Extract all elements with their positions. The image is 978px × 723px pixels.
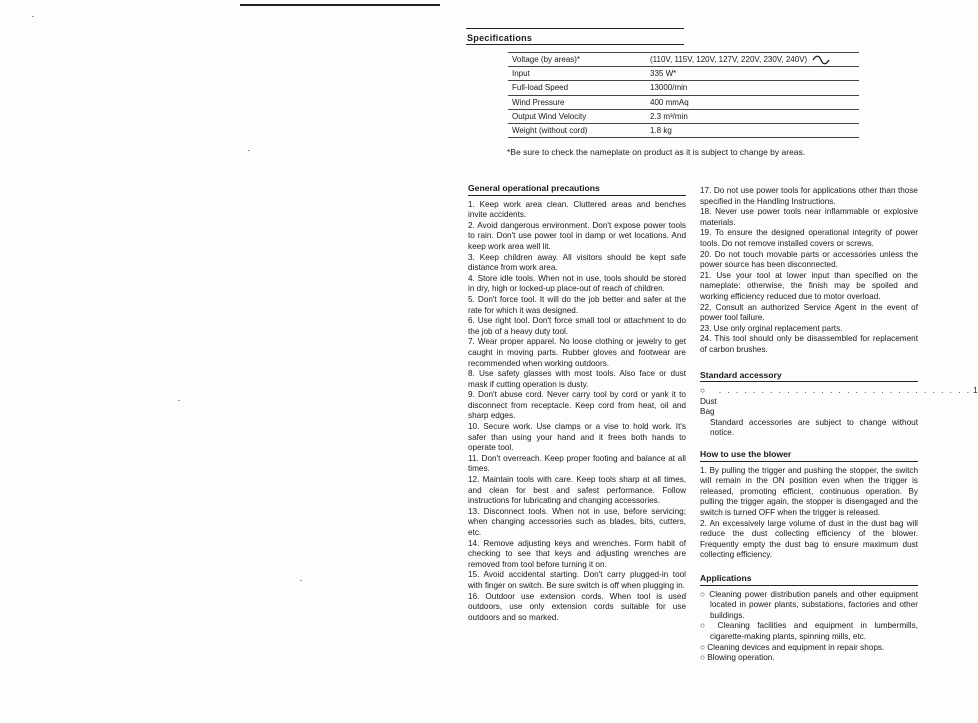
list-item: 16. Outdoor use extension cords. When tool is used outdoors, use only extension cords suitable for use outdoors and so marked.	[468, 591, 686, 622]
list-item: 24. This tool should only be disassembled for replacement of carbon brushes.	[700, 334, 918, 354]
list-item: 15. Avoid accidental starting. Don't carry plugged-in tool with finger on switch. Be sure switch is off when plugging in.	[468, 570, 686, 590]
spec-label: Weight (without cord)	[508, 123, 646, 137]
spec-title-underline	[466, 44, 684, 45]
list-item: 14. Remove adjusting keys and wrenches. Form habit of checking to see that keys and adjusting wrenches are removed from tool before turning it on.	[468, 538, 686, 569]
leader-dots: . . . . . . . . . . . . . . . . . . . . . . . . . . . . . .	[718, 386, 972, 396]
scan-speck	[178, 400, 180, 401]
table-row	[508, 67, 859, 81]
accessory-qty: 1	[973, 386, 978, 396]
list-item: 2. Avoid dangerous environment. Don't expose power tools to rain. Don't use power tool in damp or wet locations. And keep work area well lit.	[468, 220, 686, 251]
spec-label: Voltage (by areas)*	[508, 53, 646, 67]
spec-value: 335 W*	[646, 67, 859, 81]
table-row	[508, 53, 859, 67]
table-row	[508, 95, 859, 109]
list-item: ○ Cleaning power distribution panels and other equipment located in power plants, substations, factories and other buildings.	[700, 589, 918, 620]
spec-table	[508, 52, 859, 138]
scan-speck	[248, 150, 250, 151]
list-item: 5. Don't force tool. It will do the job better and safer at the rate for which it was designed.	[468, 294, 686, 315]
top-rule	[240, 4, 440, 6]
list-item: 8. Use safety glasses with most tools. Also face or dust mask if cutting operation is dusty.	[468, 369, 686, 389]
list-item: 3. Keep children away. All visitors should be kept safe distance from work area.	[468, 252, 686, 273]
list-item: 18. Never use power tools near inflammable or explosive materials.	[700, 207, 918, 227]
list-item: 1. Keep work area clean. Cluttered areas and benches invite accidents.	[468, 199, 686, 220]
spec-label: Input	[508, 67, 646, 81]
list-item: 10. Secure work. Use clamps or a vise to hold work. It's safer than using your hand and it frees both hands to operate tool.	[468, 422, 686, 453]
accessory-title: Standard accessory	[700, 370, 918, 383]
spec-note: *Be sure to check the nameplate on product as it is subject to change by areas.	[507, 147, 806, 157]
table-row	[508, 123, 859, 137]
spec-label: Wind Pressure	[508, 95, 646, 109]
spec-top-rule	[466, 28, 684, 29]
accessory-item	[700, 386, 978, 418]
scan-speck	[300, 580, 302, 581]
spec-label: Output Wind Velocity	[508, 109, 646, 123]
list-item: 1. By pulling the trigger and pushing the stopper, the switch will remain in the ON position even when the trigger is released, promoting efficient, continuous operation. By pulling the trigger again, the stopper is disengaged and the switch is turned OFF when the trigger is released.	[700, 465, 918, 518]
spec-value: 1.8 kg	[646, 123, 859, 137]
howto-title: How to use the blower	[700, 449, 918, 462]
list-item: 2. An excessively large volume of dust in the dust bag will reduce the dust collecting efficiency of the blower. Frequently empty the dust bag to ensure maximum dust collecting efficiency.	[700, 518, 918, 560]
right-column	[700, 186, 978, 664]
list-item: 13. Disconnect tools. When not in use, before servicing; when changing accessories such as blades, bits, cutters, etc.	[468, 506, 686, 537]
list-item: 21. Use your tool at lower input than specified on the nameplate: otherwise, the finish may be spoiled and working efficiency reduced due to motor overload.	[700, 270, 918, 301]
list-item: 7. Wear proper apparel. No loose clothing or jewelry to get caught in moving parts. Rubber gloves and footwear are recommended when working outdoors.	[468, 337, 686, 368]
ac-wave-icon	[812, 56, 830, 64]
spec-value: 2.3 m³/min	[646, 109, 859, 123]
list-item: 22. Consult an authorized Service Agent in the event of power tool failure.	[700, 302, 918, 323]
scan-speck	[32, 16, 34, 17]
list-item: 17. Do not use power tools for applications other than those specified in the Handling Instructions.	[700, 186, 918, 206]
general-precautions	[468, 183, 686, 623]
list-item: ○ Blowing operation.	[700, 653, 775, 663]
list-item: ○ Cleaning devices and equipment in repair shops.	[700, 642, 885, 652]
table-row	[508, 109, 859, 123]
accessory-name: ○ Dust Bag	[700, 386, 717, 417]
list-item: 19. To ensure the designed operational integrity of power tools. Do not remove installed covers or screws.	[700, 228, 918, 248]
list-item: 6. Use right tool. Don't force small tool or attachment to do the job of a heavy duty tool.	[468, 316, 686, 336]
applications-title: Applications	[700, 573, 918, 586]
list-item: 12. Maintain tools with care. Keep tools sharp at all times, and clean for best and safest performance. Follow instructions for lubricating and changing accessories.	[468, 475, 686, 506]
spec-value: 400 mmAq	[646, 95, 859, 109]
accessory-note: Standard accessories are subject to change without notice.	[710, 417, 918, 438]
list-item: 9. Don't abuse cord. Never carry tool by cord or yank it to disconnect from receptacle. Keep cord from heat, oil and sharp edges.	[468, 390, 686, 421]
list-item: 20. Do not touch movable parts or accessories unless the power source has been disconnected.	[700, 249, 918, 270]
list-item: 11. Don't overreach. Keep proper footing and balance at all times.	[468, 453, 686, 474]
list-item: 23. Use only orginal replacement parts.	[700, 323, 843, 333]
spec-label: Full-load Speed	[508, 81, 646, 95]
spec-value: 13000/min	[646, 81, 859, 95]
general-title: General operational precautions	[468, 183, 686, 196]
spec-title: Specifications	[467, 33, 533, 43]
list-item: ○ Cleaning facilities and equipment in lumbermills, cigarette-making plants, spinning mills, etc.	[700, 621, 918, 641]
list-item: 4. Store idle tools. When not in use, tools should be stored in dry, high or locked-up place-out of reach of children.	[468, 273, 686, 294]
table-row	[508, 81, 859, 95]
spec-value: (110V, 115V, 120V, 127V, 220V, 230V, 240V)	[646, 53, 859, 67]
